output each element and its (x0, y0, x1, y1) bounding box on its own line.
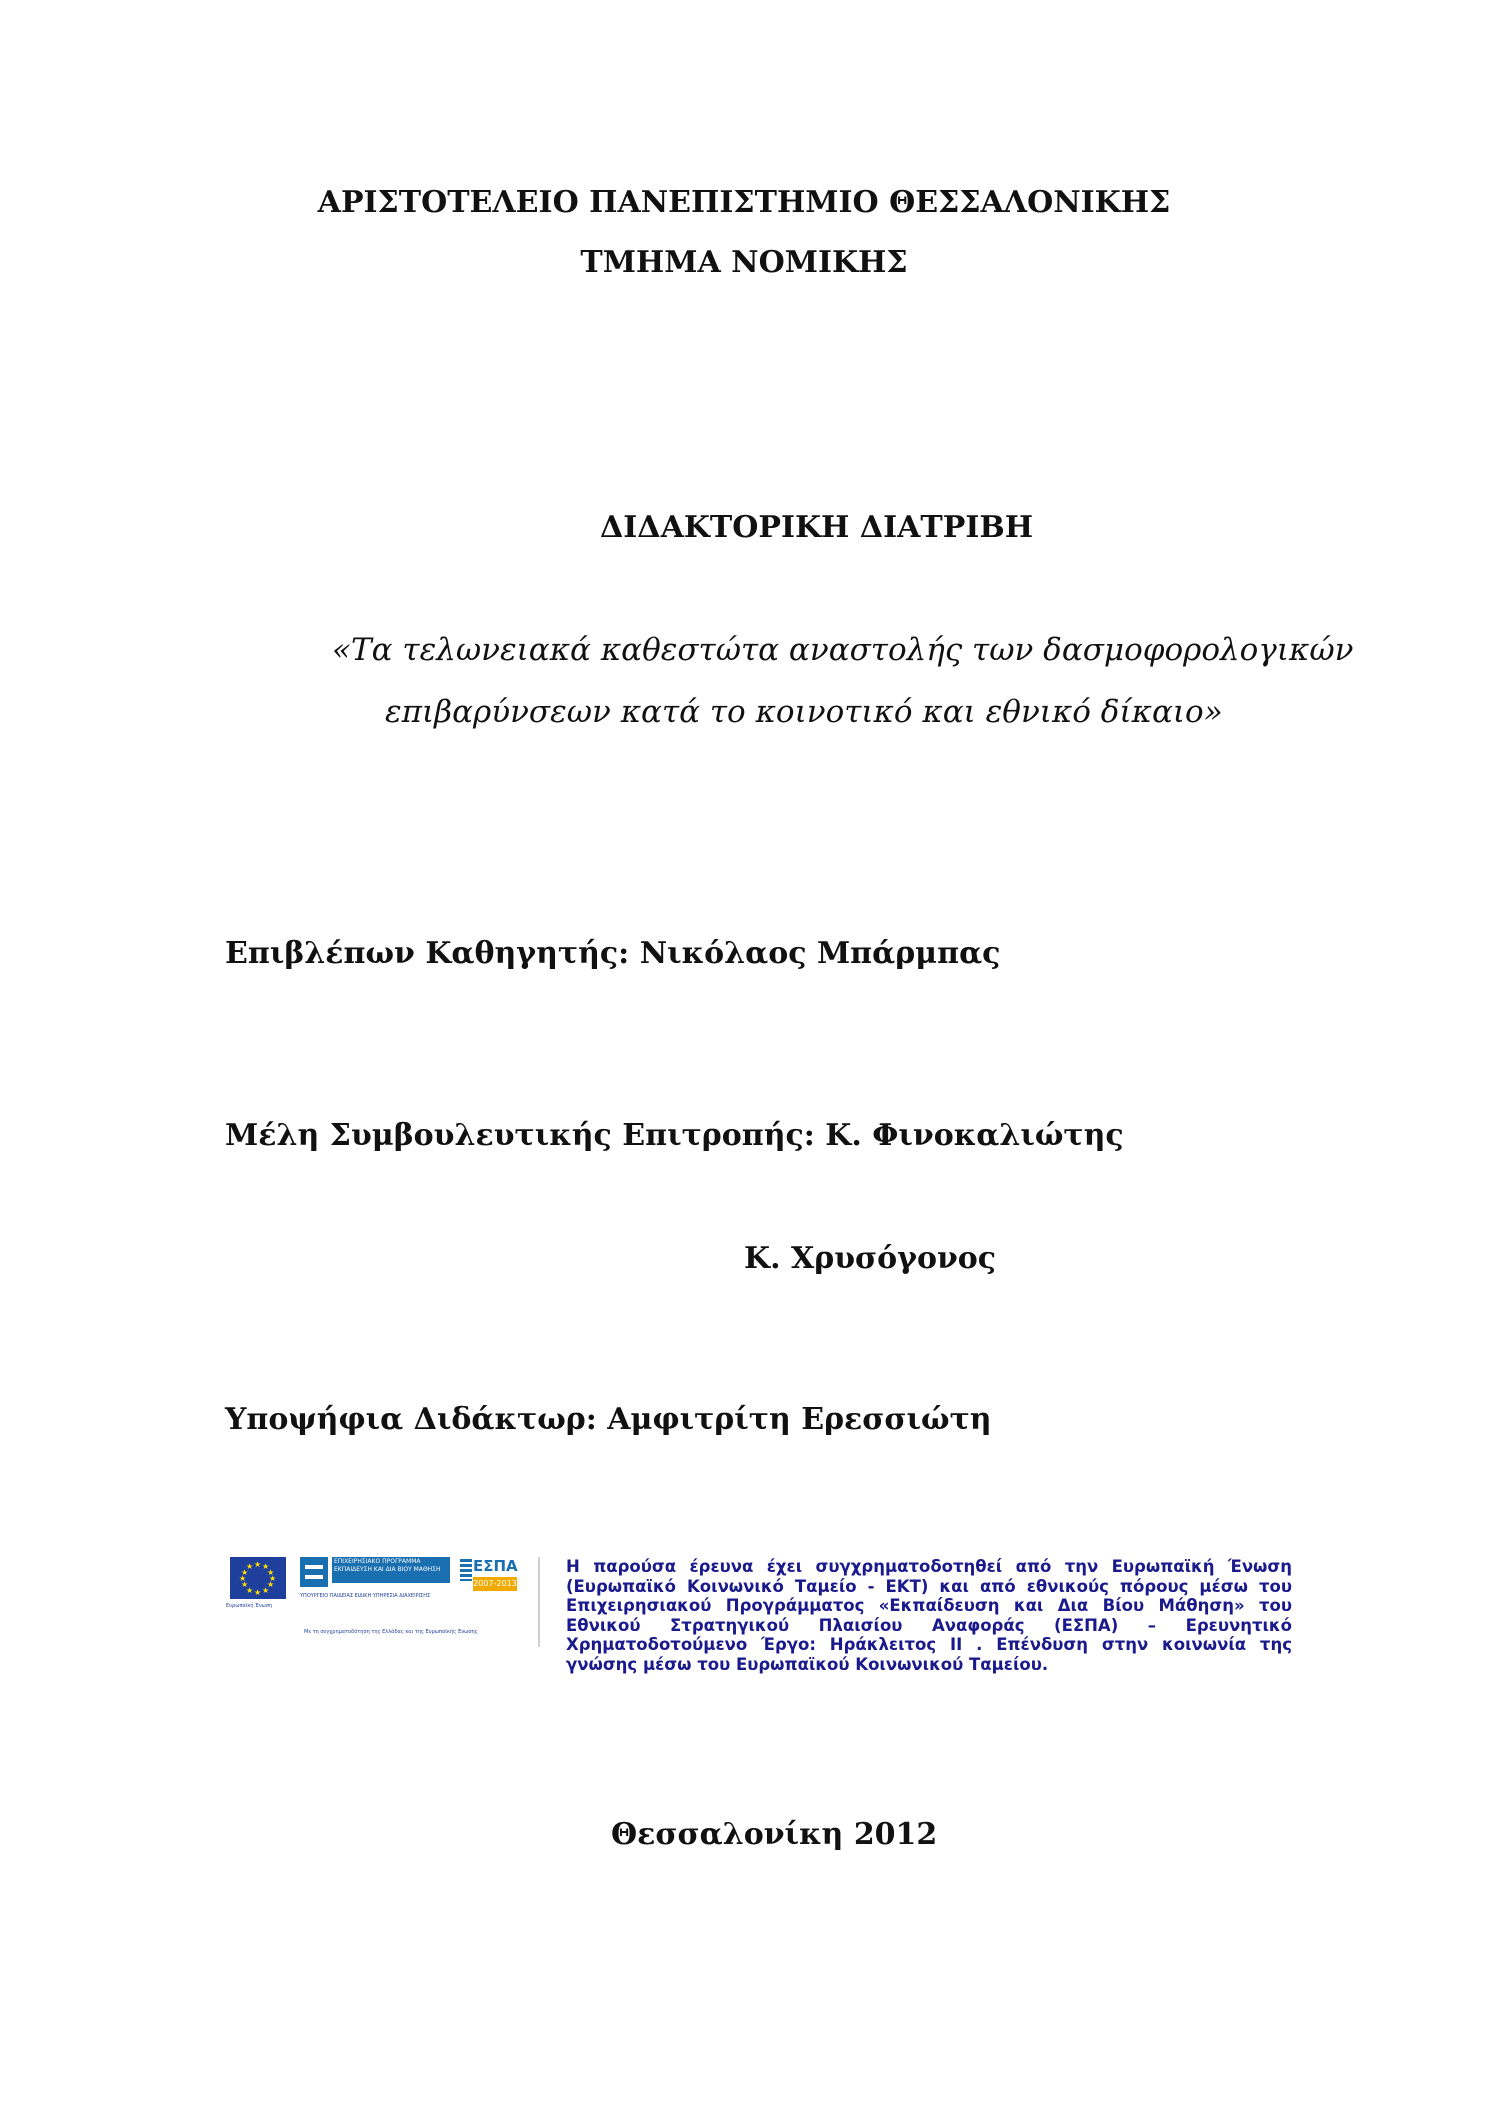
candidate-line: Υποψήφια Διδάκτωρ: Αμφιτρίτη Ερεσσιώτη (225, 1402, 992, 1437)
espa-bars-icon (460, 1559, 472, 1581)
committee-line: Μέλη Συμβουλευτικής Επιτροπής: Κ. Φινοκαλιώτης (225, 1118, 1124, 1153)
eu-flag-logo (226, 1557, 290, 1617)
programme-title: ΕΠΙΧΕΙΡΗΣΙΑΚΟ ΠΡΟΓΡΑΜΜΑ ΕΚΠΑΙΔΕΥΣΗ ΚΑΙ ΔΙΑ ΒΙΟΥ ΜΑΘΗΣΗ (332, 1557, 450, 1583)
programme-mark-icon (300, 1557, 328, 1587)
thesis-title-line-2: επιβαρύνσεων κατά το κοινοτικό και εθνικό δίκαιο» (385, 694, 1223, 730)
espa-logo (460, 1557, 520, 1617)
eu-label: Ευρωπαϊκή Ένωση (226, 1603, 273, 1609)
espa-name: ΕΣΠΑ (473, 1557, 518, 1575)
supervisor-line: Επιβλέπων Καθηγητής: Νικόλαος Μπάρμπας (225, 936, 1001, 971)
thesis-title-line-1: «Τα τελωνειακά καθεστώτα αναστολής των δασμοφορολογικών (332, 632, 1354, 668)
operational-programme-logo (300, 1557, 450, 1617)
department-name: ΤΜΗΜΑ ΝΟΜΙΚΗΣ (580, 245, 908, 280)
place-and-year: Θεσσαλονίκη 2012 (611, 1817, 938, 1852)
funding-logos (226, 1557, 540, 1647)
logos-caption: Με τη συγχρηματοδότηση της Ελλάδας και της Ευρωπαϊκής Ένωσης (304, 1629, 478, 1635)
funding-statement: Η παρούσα έρευνα έχει συγχρηματοδοτηθεί από την Ευρωπαϊκή Ένωση (Ευρωπαϊκό Κοινωνικό Ταμείο - ΕΚΤ) και από εθνικούς πόρους μέσω του Επιχειρησιακού Προγράμματος «Εκπαίδευση και Δια Βίου Μάθηση» του Εθνικού Στρατηγικού Πλαισίου Αναφοράς (ΕΣΠΑ) – Ερευνητικό Χρηματοδοτούμενο Έργο: Ηράκλειτος ΙΙ . Επένδυση στην κοινωνία της γνώσης μέσω του Ευρωπαϊκού Κοινωνικού Ταμείου. (566, 1557, 1292, 1674)
espa-years: 2007-2013 (473, 1577, 517, 1591)
committee-second-member: Κ. Χρυσόγονος (744, 1241, 997, 1276)
eu-flag-icon: ★ ★ ★ ★ ★ ★ ★ ★ ★ ★ ★ ★ (230, 1557, 286, 1599)
programme-subtitle: ΥΠΟΥΡΓΕΙΟ ΠΑΙΔΕΙΑΣ ΕΙΔΙΚΗ ΥΠΗΡΕΣΙΑ ΔΙΑΧΕΙΡΙΣΗΣ (300, 1593, 431, 1599)
document-type: ΔΙΔΑΚΤΟΡΙΚΗ ΔΙΑΤΡΙΒΗ (600, 510, 1034, 545)
university-name: ΑΡΙΣΤΟΤΕΛΕΙΟ ΠΑΝΕΠΙΣΤΗΜΙΟ ΘΕΣΣΑΛΟΝΙΚΗΣ (317, 185, 1171, 220)
